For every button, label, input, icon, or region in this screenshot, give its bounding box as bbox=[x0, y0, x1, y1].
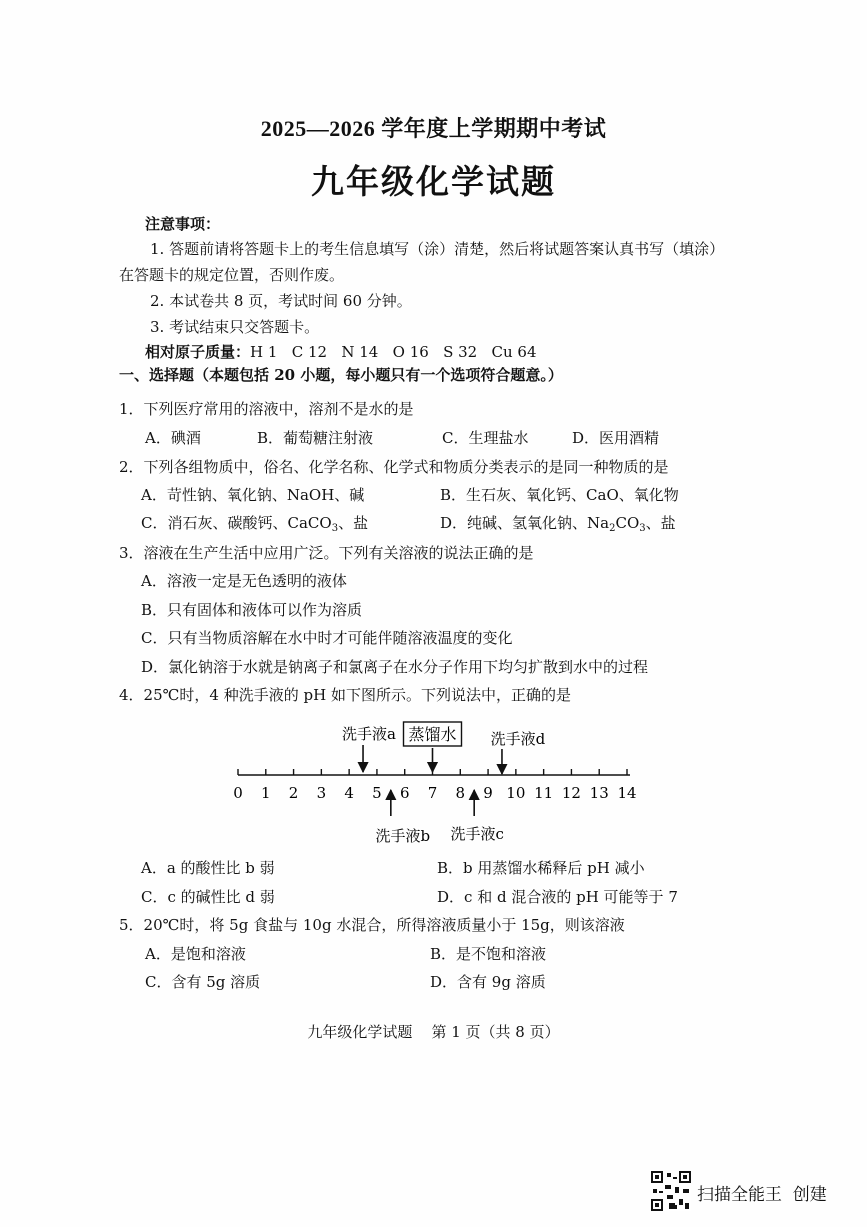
notice-item-3: 3. 考试结束只交答题卡。 bbox=[150, 318, 320, 336]
section-heading: 一、选择题（本题包括 20 小题，每小题只有一个选项符合题意。） bbox=[119, 366, 563, 384]
ph-tick-label-2: 2 bbox=[288, 784, 299, 802]
ph-tick-label-1: 1 bbox=[261, 784, 271, 802]
subject-title: 九年级化学试题 bbox=[311, 162, 556, 201]
label-handwash-a: 洗手液a bbox=[342, 725, 397, 743]
ph-tick-label-6: 6 bbox=[399, 784, 410, 802]
ph-scale-diagram bbox=[0, 712, 867, 850]
label-distilled-water: 蒸馏水 bbox=[408, 725, 457, 744]
q1-option-c: C．生理盐水 bbox=[442, 429, 529, 447]
ph-tick-label-4: 4 bbox=[344, 784, 354, 802]
q2-option-b: B．生石灰、氧化钙、CaO、氧化物 bbox=[440, 486, 679, 504]
q5-option-a: A．是饱和溶液 bbox=[145, 945, 246, 963]
q4-option-a: A．a 的酸性比 b 弱 bbox=[141, 859, 275, 877]
q1-option-d: D．医用酒精 bbox=[572, 429, 660, 447]
notice-heading: 注意事项： bbox=[145, 215, 221, 233]
exam-title: 2025—2026 学年度上学期期中考试 bbox=[260, 116, 607, 141]
q1-option-b: B．葡萄糖注射液 bbox=[257, 429, 374, 447]
q1-option-a: A．碘酒 bbox=[145, 429, 201, 447]
question-3-stem: 3．溶液在生产生活中应用广泛。下列有关溶液的说法正确的是 bbox=[119, 544, 534, 562]
scanner-watermark: 扫描全能王 创建 bbox=[697, 1185, 827, 1205]
atomic-mass-row bbox=[145, 341, 537, 362]
page-footer: 九年级化学试题 第 1 页（共 8 页） bbox=[307, 1023, 560, 1041]
ph-tick-label-9: 9 bbox=[483, 784, 493, 802]
q4-option-c: C．c 的碱性比 d 弱 bbox=[141, 888, 275, 906]
q3-option-a: A．溶液一定是无色透明的液体 bbox=[141, 572, 347, 590]
notice-item-2: 2. 本试卷共 8 页，考试时间 60 分钟。 bbox=[150, 292, 412, 310]
q3-option-d: D．氯化钠溶于水就是钠离子和氯离子在水分子作用下均匀扩散到水中的过程 bbox=[141, 658, 649, 676]
q2-option-c: C．消石灰、碳酸钙、CaCO$_3$、盐 bbox=[141, 514, 369, 534]
ph-tick-label-0: 0 bbox=[233, 784, 243, 802]
ph-tick-label-8: 8 bbox=[455, 784, 466, 802]
ph-tick-label-11: 11 bbox=[534, 784, 554, 802]
ph-tick-label-12: 12 bbox=[561, 784, 581, 802]
question-4-stem: 4．25℃时，4 种洗手液的 pH 如下图所示。下列说法中，正确的是 bbox=[119, 686, 571, 704]
label-handwash-c: 洗手液c bbox=[450, 825, 504, 843]
q4-option-d: D．c 和 d 混合液的 pH 可能等于 7 bbox=[437, 888, 678, 906]
q2-option-d: D．纯碱、氢氧化钠、$Na_2CO_3$、盐 bbox=[440, 514, 676, 534]
q5-option-d: D．含有 9g 溶质 bbox=[430, 973, 546, 991]
question-5-stem: 5．20℃时，将 5g 食盐与 10g 水混合，所得溶液质量小于 15g，则该溶液 bbox=[119, 916, 625, 934]
qr-code-icon bbox=[651, 1171, 691, 1211]
ph-tick-label-3: 3 bbox=[316, 784, 327, 802]
notice-item-1: 1. 答题前请将答题卡上的考生信息填写（涂）清楚，然后将试题答案认真书写（填涂） bbox=[150, 240, 725, 258]
atomic-mass-label: 相对原子质量： bbox=[145, 343, 251, 361]
ph-tick-label-7: 7 bbox=[427, 784, 438, 802]
notice-item-1-cont: 在答题卡的规定位置，否则作废。 bbox=[119, 266, 345, 284]
q3-option-b: B．只有固体和液体可以作为溶质 bbox=[141, 601, 363, 619]
q3-option-c: C．只有当物质溶解在水中时才可能伴随溶液温度的变化 bbox=[141, 629, 513, 647]
ph-tick-label-10: 10 bbox=[506, 784, 526, 802]
label-handwash-d: 洗手液d bbox=[490, 730, 546, 748]
atomic-mass-values: H 1 C 12 N 14 O 16 S 32 Cu 64 bbox=[250, 343, 537, 361]
question-1-stem: 1．下列医疗常用的溶液中，溶剂不是水的是 bbox=[119, 400, 414, 418]
question-2-stem: 2．下列各组物质中，俗名、化学名称、化学式和物质分类表示的是同一种物质的是 bbox=[119, 458, 669, 476]
ph-tick-label-13: 13 bbox=[589, 784, 609, 802]
ph-tick-label-5: 5 bbox=[372, 784, 382, 802]
ph-tick-label-14: 14 bbox=[617, 784, 637, 802]
label-handwash-b: 洗手液b bbox=[375, 827, 431, 845]
q5-option-b: B．是不饱和溶液 bbox=[430, 945, 547, 963]
q2-option-a: A．苛性钠、氧化钠、NaOH、碱 bbox=[141, 486, 365, 504]
q4-option-b: B．b 用蒸馏水稀释后 pH 减小 bbox=[437, 859, 645, 877]
q5-option-c: C．含有 5g 溶质 bbox=[145, 973, 261, 991]
